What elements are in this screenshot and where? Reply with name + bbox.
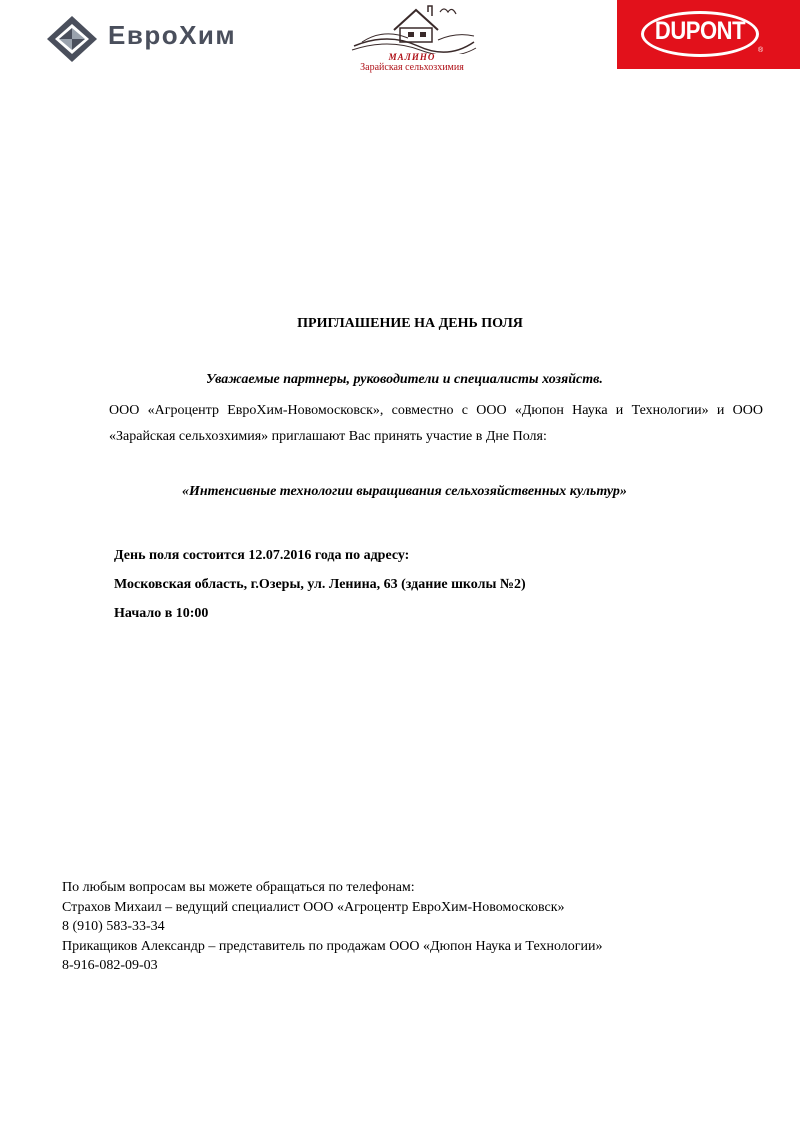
event-start-line: Начало в 10:00: [114, 606, 209, 621]
eurochem-diamond-icon: [44, 14, 100, 64]
event-title: «Интенсивные технологии выращивания сельхозяйственных культур»: [182, 484, 627, 499]
contacts-intro: По любым вопросам вы можете обращаться по телефонам:: [62, 880, 415, 895]
event-date-line: День поля состоится 12.07.2016 года по адресу:: [114, 548, 410, 563]
document-title: ПРИГЛАШЕНИЕ НА ДЕНЬ ПОЛЯ: [297, 316, 523, 331]
eurochem-logo: [44, 14, 284, 64]
contact-person-1: Страхов Михаил – ведущий специалист ООО «Агроцентр ЕвроХим-Новомосковск»: [62, 899, 565, 915]
eurochem-logo-text: ЕвроХим: [108, 20, 237, 50]
contact-phone-1: 8 (910) 583-33-34: [62, 919, 165, 934]
malino-logo-name: МАЛИНО: [388, 52, 436, 62]
registered-mark: ®: [758, 47, 764, 54]
greeting: Уважаемые партнеры, руководители и специалисты хозяйств.: [206, 372, 603, 387]
contact-phone-2: 8-916-082-09-03: [62, 958, 158, 973]
dupont-logo-text: DUPONT: [654, 17, 746, 45]
dupont-logo: [617, 0, 800, 69]
malino-logo-subtitle: Зарайская сельхозхимия: [360, 62, 464, 73]
contact-person-2: Прикащиков Александр – представитель по продажам ООО «Дюпон Наука и Технологии»: [62, 938, 603, 954]
event-details: [114, 541, 526, 628]
intro-paragraph: ООО «Агроцентр ЕвроХим-Новомосковск», совместно с ООО «Дюпон Наука и Технологии» и ООО «Зарайская сельхозхимия» приглашают Вас принять участие в Дне Поля:: [109, 403, 763, 444]
malino-logo: [348, 2, 478, 74]
contacts-block: [62, 878, 603, 976]
event-address-line: Московская область, г.Озеры, ул. Ленина, 63 (здание школы №2): [114, 577, 526, 592]
house-field-icon: [348, 2, 478, 54]
